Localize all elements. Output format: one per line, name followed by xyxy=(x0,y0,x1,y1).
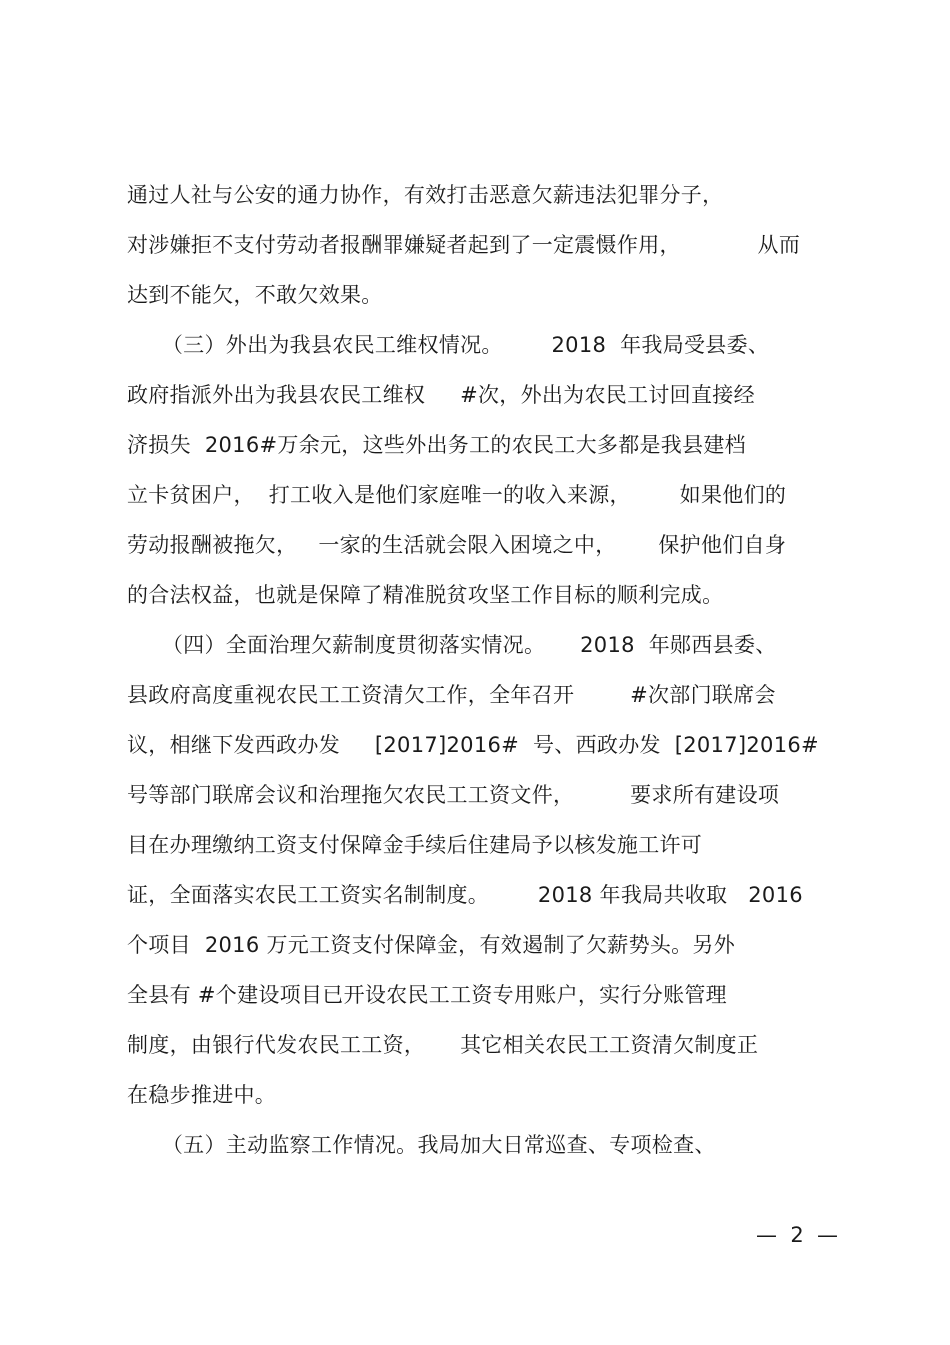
paragraph-heading: （四）全面治理欠薪制度贯彻落实情况。 2018 年郧西县委、 xyxy=(127,633,777,657)
text-line: 立卡贫困户， 打工收入是他们家庭唯一的收入来源， 如果他们的 xyxy=(127,483,787,507)
text-line: 个项目 2016 万元工资支付保障金，有效遏制了欠薪势头。另外 xyxy=(127,933,736,957)
text-line: 在稳步推进中。 xyxy=(127,1083,277,1107)
text-line: 县政府高度重视农民工工资清欠工作，全年召开 #次部门联席会 xyxy=(127,683,776,707)
text-line: 济损失 2016#万余元，这些外出务工的农民工大多都是我县建档 xyxy=(127,433,746,457)
text-line: 达到不能欠，不敢欠效果。 xyxy=(127,283,383,307)
text-line: 的合法权益，也就是保障了精准脱贫攻坚工作目标的顺利完成。 xyxy=(127,583,724,607)
text-line: 对涉嫌拒不支付劳动者报酬罪嫌疑者起到了一定震慑作用， 从而 xyxy=(127,233,801,257)
text-line: 政府指派外出为我县农民工维权 #次，外出为农民工讨回直接经 xyxy=(127,383,755,407)
text-line: 议，相继下发西政办发 [2017]2016# 号、西政办发 [2017]2016# xyxy=(127,733,819,757)
text-line: 号等部门联席会议和治理拖欠农民工工资文件， 要求所有建设项 xyxy=(127,783,780,807)
paragraph-heading: （三）外出为我县农民工维权情况。 2018 年我局受县委、 xyxy=(127,333,770,357)
text-line: 制度，由银行代发农民工工资， 其它相关农民工工资清欠制度正 xyxy=(127,1033,759,1057)
paragraph-heading: （五）主动监察工作情况。我局加大日常巡查、专项检查、 xyxy=(127,1133,716,1157)
text-line: 劳动报酬被拖欠， 一家的生活就会限入困境之中， 保护他们自身 xyxy=(127,533,787,557)
text-line: 证，全面落实农民工工资实名制制度。 2018 年我局共收取 2016 xyxy=(127,883,803,907)
text-line: 目在办理缴纳工资支付保障金手续后住建局予以核发施工许可 xyxy=(127,833,703,857)
page-number: — 2 — xyxy=(756,1223,839,1247)
text-line: 通过人社与公安的通力协作，有效打击恶意欠薪违法犯罪分子， xyxy=(127,183,724,207)
text-line: 全县有 #个建设项目已开设农民工工资专用账户，实行分账管理 xyxy=(127,983,727,1007)
